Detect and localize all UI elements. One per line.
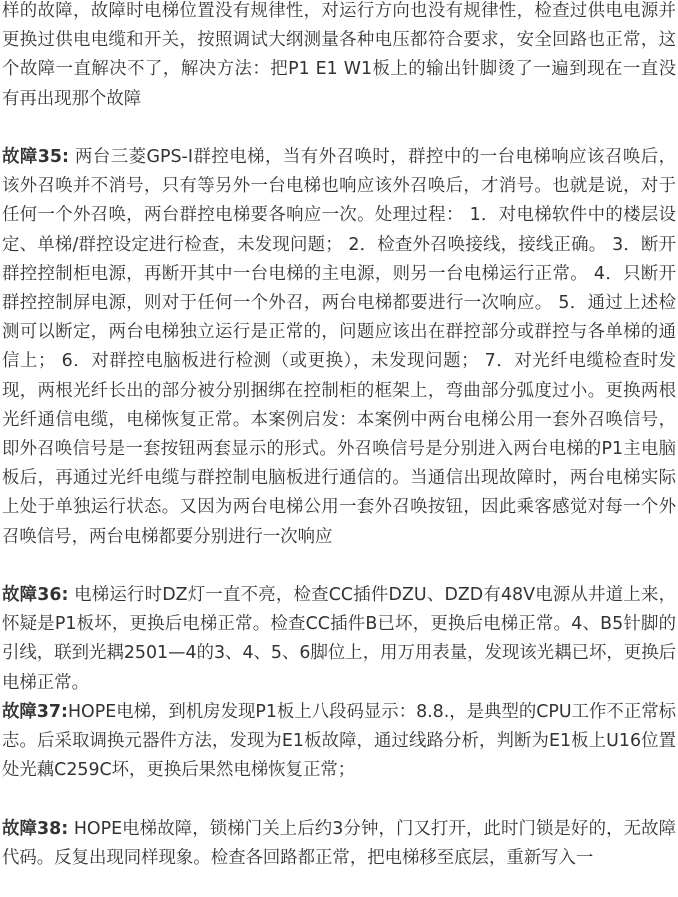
- fault-38-paragraph: [2, 815, 676, 873]
- fault-37-label: 故障37:: [2, 701, 68, 722]
- fault-35-label: 故障35:: [2, 147, 69, 167]
- paragraph-spacer: [2, 114, 676, 143]
- fault-35-paragraph: [2, 143, 676, 552]
- paragraph-spacer: [2, 552, 676, 581]
- article-body: [2, 0, 676, 873]
- fault-36-paragraph: [2, 581, 676, 698]
- intro-paragraph: [2, 0, 676, 114]
- fault-37-text: HOPE电梯，到机房发现P1板上八段码显示：8.8.，是典型的CPU工作不正常标志。后采取调换元器件方法，发现为E1板故障，通过线路分析，判断为E1板上U16位置处光藕C259C坏，更换后果然电梯恢复正常；: [2, 701, 676, 781]
- intro-text: 样的故障，故障时电梯位置没有规律性，对运行方向也没有规律性，检查过供电电源并更换过供电电缆和开关，按照调试大纲测量各种电压都符合要求，安全回路也正常，这个故障一直解决不了，解决方法：把P1 E1 W1板上的输出针脚烫了一遍到现在一直没有再出现那个故障: [2, 1, 676, 109]
- fault-38-text: HOPE电梯故障，锁梯门关上后约3分钟，门又打开，此时门锁是好的，无故障代码。反复出现同样现象。检查各回路都正常，把电梯移至底层，重新写入一: [2, 818, 676, 868]
- paragraph-spacer: [2, 785, 676, 814]
- fault-38-label: 故障38:: [2, 818, 69, 839]
- fault-36-text: 电梯运行时DZ灯一直不亮，检查CC插件DZU、DZD有48V电源从井道上来，怀疑是P1板坏，更换后电梯正常。检查CC插件B已坏，更换后电梯正常。4、B5针脚的引线，联到光耦2501—4的3、4、5、6脚位上，用万用表量，发现该光耦已坏，更换后电梯正常。: [2, 585, 676, 693]
- fault-37-paragraph: [2, 698, 676, 786]
- fault-35-text: 两台三菱GPS-I群控电梯，当有外召唤时，群控中的一台电梯响应该召唤后，该外召唤并不消号，只有等另外一台电梯也响应该外召唤后，才消号。也就是说，对于任何一个外召唤，两台群控电梯要各响应一次。处理过程： 1．对电梯软件中的楼层设定、单梯/群控设定进行检查，未发现问题； 2．检查外召唤接线，接线正确。 3．断开群控控制柜电源，再断开其中一台电梯的主电源，则另一台电梯运行正常。 4．只断开群控控制屏电源，则对于任何一个外召，两台电梯都要进行一次响应。 5．通过上述检测可以断定，两台电梯独立运行是正常的，问题应该出在群控部分或群控与各单梯的通信上； 6．对群控电脑板进行检测（或更换），未发现问题； 7．对光纤电缆检查时发现，两根光纤长出的部分被分别捆绑在控制柜的框架上，弯曲部分弧度过小。更换两根光纤通信电缆，电梯恢复正常。本案例启发：本案例中两台电梯公用一套外召唤信号，即外召唤信号是一套按钮两套显示的形式。外召唤信号是分别进入两台电梯的P1主电脑板后，再通过光纤电缆与群控制电脑板进行通信的。当通信出现故障时，两台电梯实际上处于单独运行状态。又因为两台电梯公用一套外召唤按钮，因此乘客感觉对每一个外召唤信号，两台电梯都要分别进行一次响应: [2, 147, 677, 547]
- fault-36-label: 故障36:: [2, 585, 69, 606]
